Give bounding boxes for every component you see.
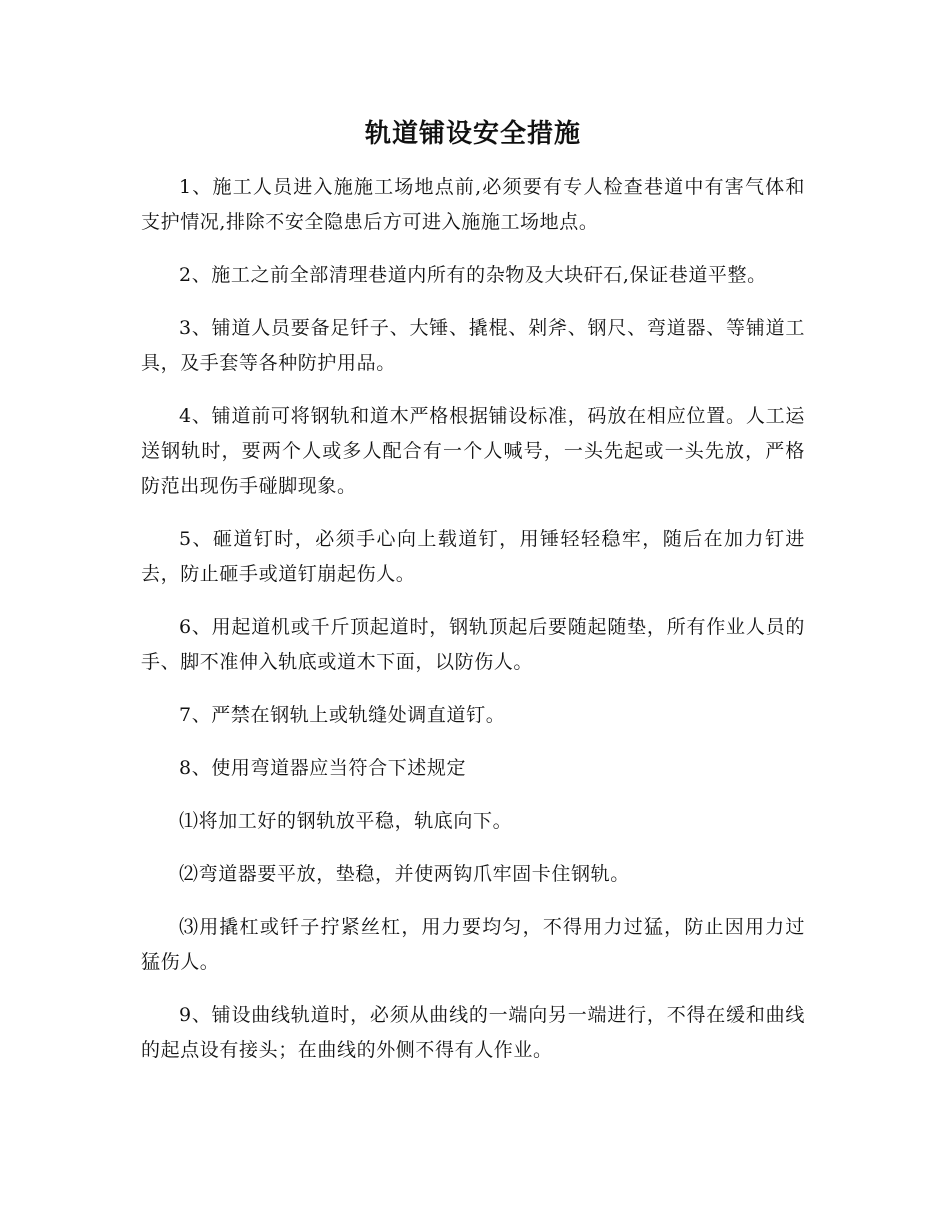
paragraph-6: 6、用起道机或千斤顶起道时，钢轨顶起后要随起随垫，所有作业人员的手、脚不准伸入轨底或道木下面，以防伤人。: [141, 616, 805, 673]
sub-item-3: ⑶用撬杠或钎子拧紧丝杠，用力要均匀，不得用力过猛，防止因用力过猛伤人。: [141, 916, 805, 973]
document-page: [141, 108, 805, 1086]
paragraph-7: 7、严禁在钢轨上或轨缝处调直道钉。: [179, 704, 506, 726]
paragraph-4: 4、铺道前可将钢轨和道木严格根据铺设标准，码放在相应位置。人工运送钢轨时，要两个人或多人配合有一个人喊号，一头先起或一头先放，严格防范出现伤手碰脚现象。: [141, 405, 805, 497]
paragraph-5: 5、砸道钉时，必须手心向上载道钉，用锤轻轻稳牢，随后在加力钉进去，防止砸手或道钉崩起伤人。: [141, 528, 805, 585]
sub-item-1: ⑴将加工好的钢轨放平稳，轨底向下。: [179, 810, 513, 832]
paragraph-8: 8、使用弯道器应当符合下述规定: [179, 757, 467, 779]
paragraph-3: 3、铺道人员要备足钎子、大锤、撬棍、剁斧、钢尺、弯道器、等铺道工具，及手套等各种防护用品。: [141, 317, 805, 374]
paragraph-1: 1、施工人员进入施施工场地点前,必须要有专人检查巷道中有害气体和支护情况,排除不安全隐患后方可进入施施工场地点。: [141, 176, 805, 233]
paragraph-9: 9、铺设曲线轨道时，必须从曲线的一端向另一端进行，不得在缓和曲线的起点设有接头；在曲线的外侧不得有人作业。: [141, 1004, 805, 1061]
document-title: 轨道铺设安全措施: [364, 119, 581, 149]
paragraph-2: 2、施工之前全部清理巷道内所有的杂物及大块矸石,保证巷道平整。: [179, 264, 767, 286]
sub-item-2: ⑵弯道器要平放，垫稳，并使两钩爪牢固卡住钢轨。: [179, 863, 630, 885]
